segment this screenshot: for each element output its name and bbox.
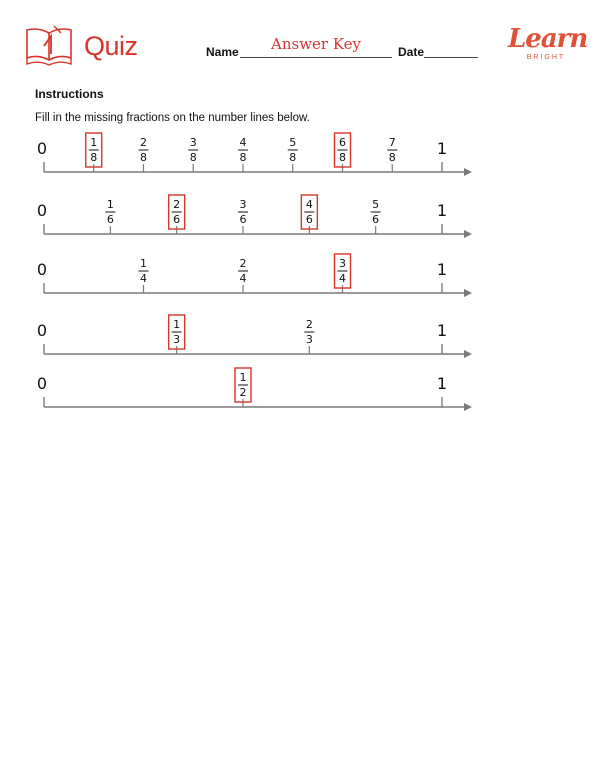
instructions-text: Fill in the missing fractions on the number lines below. — [35, 112, 310, 124]
date-label: Date — [398, 45, 425, 59]
quiz-title: Quiz — [84, 31, 138, 61]
fraction-numerator: 3 — [189, 136, 197, 149]
start-label: 0 — [36, 374, 48, 393]
fraction-denominator: 6 — [305, 213, 313, 226]
fraction-numerator: 1 — [173, 318, 181, 331]
fraction-denominator: 4 — [339, 272, 346, 285]
end-label: 1 — [436, 374, 448, 393]
start-label: 0 — [36, 260, 48, 279]
arrow-head-icon — [464, 230, 472, 238]
fraction-numerator: 3 — [339, 257, 346, 270]
fraction-denominator: 8 — [239, 151, 247, 164]
fraction-denominator: 4 — [239, 272, 247, 285]
fraction-denominator: 8 — [140, 151, 147, 164]
logo-subtext: BRIGHT — [526, 54, 566, 61]
fraction-numerator: 2 — [239, 257, 247, 270]
fraction-denominator: 8 — [339, 151, 346, 164]
arrow-head-icon — [464, 350, 472, 358]
name-field-value: Answer Key — [271, 35, 361, 53]
start-label: 0 — [36, 201, 48, 220]
fraction-numerator: 2 — [173, 198, 181, 211]
fraction-denominator: 3 — [173, 333, 181, 346]
start-label: 0 — [36, 321, 48, 340]
fraction-numerator: 2 — [305, 318, 313, 331]
fraction-numerator: 7 — [388, 136, 396, 149]
fraction-numerator: 1 — [90, 136, 98, 149]
fraction-denominator: 4 — [140, 272, 147, 285]
end-label: 1 — [436, 201, 448, 220]
fraction-numerator: 3 — [239, 198, 247, 211]
fraction-numerator: 6 — [339, 136, 346, 149]
fraction-numerator: 1 — [140, 257, 147, 270]
fraction-numerator: 5 — [372, 198, 380, 211]
arrow-head-icon — [464, 403, 472, 411]
fraction-denominator: 8 — [388, 151, 396, 164]
fraction-denominator: 8 — [90, 151, 98, 164]
end-label: 1 — [436, 139, 448, 158]
fraction-numerator: 2 — [140, 136, 147, 149]
fraction-denominator: 8 — [189, 151, 197, 164]
logo-text: Learn — [508, 24, 588, 54]
end-label: 1 — [436, 321, 448, 340]
name-label: Name — [206, 45, 239, 59]
end-label: 1 — [436, 260, 448, 279]
fraction-denominator: 6 — [372, 213, 380, 226]
arrow-head-icon — [464, 168, 472, 176]
instructions-heading: Instructions — [35, 87, 104, 101]
start-label: 0 — [36, 139, 48, 158]
fraction-numerator: 5 — [289, 136, 297, 149]
fraction-numerator: 1 — [239, 371, 247, 384]
fraction-denominator: 6 — [106, 213, 114, 226]
fraction-numerator: 1 — [106, 198, 114, 211]
fraction-denominator: 2 — [239, 386, 247, 399]
fraction-denominator: 3 — [305, 333, 313, 346]
fraction-denominator: 8 — [289, 151, 297, 164]
fraction-numerator: 4 — [305, 198, 313, 211]
fraction-denominator: 6 — [239, 213, 247, 226]
fraction-numerator: 4 — [239, 136, 247, 149]
fraction-denominator: 6 — [173, 213, 181, 226]
arrow-head-icon — [464, 289, 472, 297]
